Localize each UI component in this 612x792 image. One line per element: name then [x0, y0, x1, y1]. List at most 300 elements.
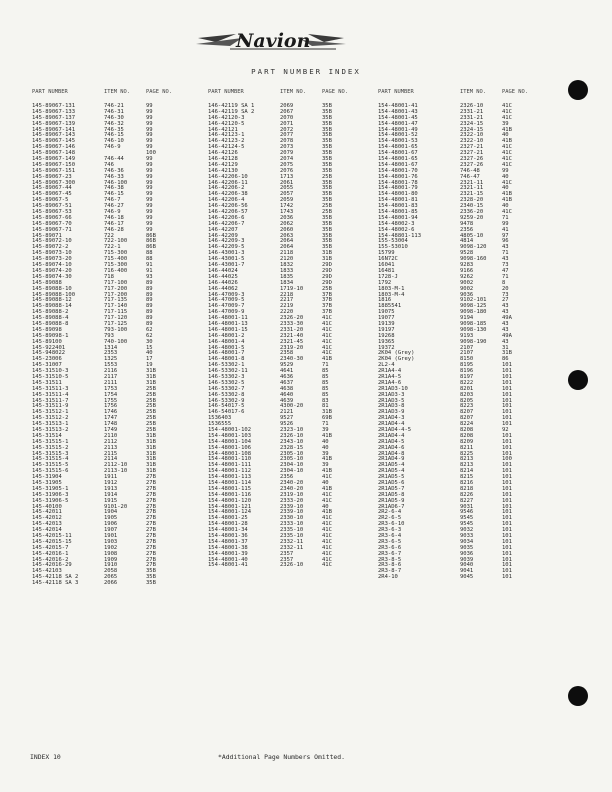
item-no-cell: 2331-21 — [460, 114, 484, 121]
part-number-cell: 154-48002-6 — [378, 226, 415, 233]
binder-hole-middle — [568, 370, 588, 390]
page-no-cell: 39 — [322, 450, 329, 457]
part-number-cell: 1792 — [378, 279, 392, 286]
part-number-cell: 154-48801-113 — [378, 232, 422, 239]
page-no-cell: 99 — [502, 220, 509, 227]
part-number-cell: 146-48001-5 — [208, 344, 245, 351]
header-part-number-2: PART NUMBER — [208, 89, 244, 95]
item-no-cell: 2075 — [280, 161, 294, 168]
item-no-cell: 9193 — [460, 332, 474, 339]
page-no-cell: 73 — [502, 262, 509, 269]
item-no-cell: 9546 — [460, 509, 474, 516]
item-no-cell: 2332-11 — [280, 538, 304, 545]
page-no-cell: 101 — [502, 474, 512, 481]
part-number-cell: 2R1AD4-4 — [378, 421, 405, 428]
part-number-cell: 145-42012 — [32, 515, 62, 522]
item-no-cell: 8201 — [460, 385, 474, 392]
item-no-cell: 8203 — [460, 391, 474, 398]
page-no-cell: 43 — [502, 309, 509, 316]
part-number-cell: 145-31906-5 — [32, 497, 69, 504]
part-number-cell: 154-48001-49 — [378, 126, 418, 133]
item-no-cell: 2335-10 — [280, 533, 304, 540]
part-number-cell: 146-43001-7 — [208, 262, 245, 269]
item-no-cell: 4639 — [280, 397, 294, 404]
item-no-cell: 9526 — [280, 421, 294, 428]
page-no-cell: 35B — [322, 197, 332, 204]
part-number-cell: 145-31905-1 — [32, 485, 69, 492]
part-number-cell: 146-42209-5 — [208, 244, 245, 251]
item-no-cell: 2326-10 — [280, 562, 304, 569]
item-no-cell: 2061 — [280, 179, 294, 186]
part-number-cell: 1885541 — [378, 303, 402, 310]
page-no-cell: 25B — [322, 203, 332, 210]
part-number-cell: 154-48001-34 — [208, 527, 248, 534]
item-no-cell: 746-38 — [104, 185, 124, 192]
item-no-cell: 9032 — [460, 527, 474, 534]
page-no-cell: 41C — [322, 515, 332, 522]
page-no-cell: 41C — [502, 161, 512, 168]
page-no-cell: 71 — [322, 362, 329, 369]
page-no-cell: 99 — [146, 191, 153, 198]
page-no-cell: 88 — [146, 256, 153, 263]
part-number-cell: 145-89067-45 — [32, 191, 72, 198]
item-no-cell: 2327-26 — [460, 156, 484, 163]
part-number-cell: 146-42119 SA 2 — [208, 108, 255, 115]
part-number-cell: 2R1AD3-9 — [378, 409, 405, 416]
item-no-cell: 746-33 — [104, 173, 124, 180]
part-number-cell: 145-89088-2 — [32, 309, 69, 316]
page-no-cell: 41C — [502, 108, 512, 115]
item-no-cell: 2357 — [280, 556, 294, 563]
page-no-cell: 62 — [146, 332, 153, 339]
page-no-cell: 101 — [502, 432, 512, 439]
part-number-cell: 145-89067-148 — [32, 150, 76, 157]
part-number-cell: 154-48001-41 — [378, 103, 418, 109]
part-number-cell: 145-89067-151 — [32, 167, 76, 174]
part-number-cell: 146-42206-4 — [208, 197, 245, 204]
item-no-cell: 2340-15 — [460, 203, 484, 210]
part-number-cell: 145-89088-100 — [32, 291, 76, 298]
item-no-cell: 2323-10 — [280, 426, 304, 433]
page-no-cell: 71 — [322, 421, 329, 428]
item-no-cell: 8205 — [460, 397, 474, 404]
part-number-cell: 145-31515-6 — [32, 468, 69, 475]
page-no-cell: 101 — [502, 450, 512, 457]
item-no-cell: 746-7 — [104, 197, 121, 204]
part-number-cell: 146-44025 — [208, 273, 238, 280]
part-number-cell: 154-48001-94 — [378, 214, 418, 221]
page-no-cell: 99 — [502, 167, 509, 174]
item-no-cell: 8208 — [460, 426, 474, 433]
part-number-cell: 19139 — [378, 320, 395, 327]
page-no-cell: 43 — [502, 320, 509, 327]
page-no-cell: 29D — [322, 279, 332, 286]
part-number-cell: 2R1AD4-5 — [378, 438, 405, 445]
item-no-cell: 4638 — [280, 385, 294, 392]
item-no-cell: 9527 — [280, 415, 294, 422]
header-page-no-2: PAGE NO. — [322, 89, 348, 95]
item-no-cell: 8207 — [460, 409, 474, 416]
part-number-cell: 145-31510-5 — [32, 373, 69, 380]
part-number-cell: 2R1AD4-6 — [378, 444, 405, 451]
part-number-cell: 145-89067-300 — [32, 179, 76, 186]
part-number-cell: 2K04 (Grey) — [378, 356, 415, 363]
page-no-cell: 49A — [502, 315, 512, 322]
page-no-cell: 31B — [146, 444, 156, 451]
page-no-cell: 27B — [146, 562, 156, 569]
item-no-cell: 746-15 — [104, 191, 124, 198]
item-no-cell: 9545 — [460, 515, 474, 522]
item-no-cell: 746-9 — [104, 209, 121, 216]
part-number-cell: 16481 — [378, 267, 395, 274]
item-no-cell: 722-1 — [104, 244, 121, 251]
item-no-cell: 1912 — [104, 480, 118, 486]
item-no-cell: 2328-20 — [460, 197, 484, 204]
part-number-cell: 145-89067-137 — [32, 114, 76, 121]
item-no-cell: 8222 — [460, 379, 474, 386]
part-number-cell: 2R1AD3-5 — [378, 397, 405, 404]
item-no-cell: 9528 — [460, 250, 474, 257]
part-number-cell: 145-89067-23 — [32, 173, 72, 180]
item-no-cell: 2066 — [104, 580, 118, 587]
item-no-cell: 1911 — [104, 474, 118, 481]
page-no-cell: 41B — [322, 468, 332, 475]
part-number-cell: 154-48001-36 — [208, 533, 248, 540]
part-number-cell: 154-48001-67 — [378, 161, 418, 168]
item-no-cell: 722-100 — [104, 238, 128, 245]
part-number-cell: 146-54017-5 — [208, 403, 245, 410]
part-number-cell: 154-48001-53 — [378, 138, 418, 145]
item-no-cell: 8208 — [460, 432, 474, 439]
part-number-cell: 1803-M-4 — [378, 291, 405, 298]
page-no-cell: 41C — [502, 103, 512, 109]
part-number-cell: 146-53302-11 — [208, 368, 248, 375]
item-no-cell: 8211 — [460, 444, 474, 451]
part-number-cell: 146-43001-3 — [208, 250, 245, 257]
item-no-cell: 746-15 — [104, 132, 124, 139]
item-no-cell: 715-400 — [104, 256, 128, 263]
item-no-cell: 2324-15 — [460, 120, 484, 127]
page-no-cell: 41C — [322, 326, 332, 333]
item-no-cell: 715-300 — [104, 250, 128, 257]
page-no-cell: 37B — [322, 309, 332, 316]
part-number-cell: 15799 — [378, 250, 395, 257]
item-no-cell: 2330-10 — [280, 515, 304, 522]
part-number-cell: 146-48001-2 — [208, 332, 245, 339]
item-no-cell: 9039 — [460, 556, 474, 563]
page-no-cell: 101 — [502, 468, 512, 475]
part-number-cell: 145-42103 — [32, 568, 62, 575]
page-no-cell: 101 — [502, 373, 512, 380]
item-no-cell: 716-400 — [104, 267, 128, 274]
item-no-cell: 2321-45 — [280, 338, 304, 345]
part-number-cell: 146-42119 SA 1 — [208, 103, 255, 109]
part-number-cell: 146-42206-6 — [208, 214, 245, 221]
item-no-cell: 2327-21 — [460, 150, 484, 157]
item-no-cell: 2326-10 — [280, 432, 304, 439]
page-no-cell: 25B — [146, 385, 156, 392]
item-no-cell: 2117 — [104, 373, 118, 380]
page-no-cell: 25B — [322, 209, 332, 216]
item-no-cell: 1913 — [104, 485, 118, 492]
page-no-cell: 99 — [146, 103, 153, 109]
page-no-cell: 25B — [146, 403, 156, 410]
part-number-cell: 19075 — [378, 309, 395, 316]
item-no-cell: 9098-125 — [460, 303, 487, 310]
item-no-cell: 9098-190 — [460, 338, 487, 345]
part-number-cell: 2R1AD3-3 — [378, 391, 405, 398]
page-no-cell: 31B — [146, 456, 156, 463]
part-number-cell: 154-48001-120 — [208, 497, 252, 504]
page-no-cell: 41C — [322, 320, 332, 327]
item-no-cell: 1915 — [104, 497, 118, 504]
page-no-cell: 71 — [502, 250, 509, 257]
part-number-cell: 146-42130 — [208, 167, 238, 174]
item-no-cell: 2110 — [104, 432, 118, 439]
item-no-cell: 2218 — [280, 291, 294, 298]
logo-text: Navion — [236, 30, 311, 52]
page-no-cell: 35B — [322, 185, 332, 192]
part-number-cell: 154-48001-103 — [208, 432, 252, 439]
part-number-cell: 145-42118 SA 2 — [32, 574, 79, 581]
part-number-cell: 154-48001-81 — [378, 197, 418, 204]
part-number-cell: 2L2-4 — [378, 362, 395, 369]
part-number-cell: 145-89088-14 — [32, 303, 72, 310]
item-no-cell: 8216 — [460, 480, 474, 486]
item-no-cell: 2335-10 — [280, 527, 304, 534]
item-no-cell: 2358 — [280, 350, 294, 357]
binder-hole-bottom — [568, 686, 588, 706]
item-no-cell: 9166 — [460, 267, 474, 274]
page-no-cell: 27B — [146, 538, 156, 545]
part-number-cell: 2R1AD4-4 — [378, 432, 405, 439]
part-number-cell: 154-48001-124 — [208, 509, 252, 516]
page-no-cell: 8 — [502, 279, 506, 286]
part-number-cell: 145-89067-131 — [32, 103, 76, 109]
page-no-cell: 99 — [146, 156, 153, 163]
item-no-cell: 2058 — [104, 568, 118, 575]
item-no-cell: 1325 — [104, 356, 118, 363]
item-no-cell: 2036 — [280, 214, 294, 221]
item-no-cell: 2331-20 — [280, 326, 304, 333]
header-part-number-3: PART NUMBER — [378, 89, 414, 95]
item-no-cell: 2304-10 — [280, 462, 304, 469]
item-no-cell: 746-32 — [104, 120, 124, 127]
page-no-cell: 71 — [502, 273, 509, 280]
part-number-cell: 145-31513-1 — [32, 421, 69, 428]
page-no-cell: 101 — [502, 521, 512, 528]
part-number-cell: 146-48001-13 — [208, 320, 248, 327]
page-no-cell: 41 — [502, 226, 509, 233]
page-no-cell: 41C — [502, 156, 512, 163]
item-no-cell: 1904 — [104, 509, 118, 516]
part-number-cell: 2R1A4-5 — [378, 373, 402, 380]
part-number-cell: 19077 — [378, 315, 395, 322]
part-number-cell: 2R1AD4-4-5 — [378, 426, 412, 433]
item-no-cell: 740-100 — [104, 338, 128, 345]
page-no-cell: 89 — [146, 291, 153, 298]
item-no-cell: 2321-15 — [460, 191, 484, 198]
part-number-cell: 145-89067-145 — [32, 138, 76, 145]
page-no-cell: 99 — [146, 185, 153, 192]
page-no-cell: 101 — [502, 544, 512, 551]
page-no-cell: 31B — [146, 373, 156, 380]
part-number-cell: 2R3-8-7 — [378, 568, 402, 575]
page-no-cell: 85 — [322, 379, 329, 386]
item-no-cell: 4637 — [280, 379, 294, 386]
item-no-cell: 1742 — [280, 203, 294, 210]
item-no-cell: 9478 — [460, 220, 474, 227]
part-number-cell: 145-31515-4 — [32, 456, 69, 463]
item-no-cell: 8218 — [460, 485, 474, 492]
item-no-cell: 9259-20 — [460, 214, 484, 221]
item-no-cell: 2305-10 — [280, 450, 304, 457]
page-no-cell: 41C — [322, 527, 332, 534]
item-no-cell: 8215 — [460, 474, 474, 481]
page-no-cell: 100 — [146, 150, 156, 157]
item-no-cell: 746-31 — [104, 108, 124, 115]
part-number-cell: 154-48001-102 — [208, 426, 252, 433]
part-number-cell: 154-48001-65 — [378, 156, 418, 163]
part-number-cell: 145-89067-51 — [32, 203, 72, 210]
part-number-cell: 146-48001-7 — [208, 350, 245, 357]
part-number-cell: 145-31515-1 — [32, 438, 69, 445]
part-number-cell: 145-31511-7 — [32, 397, 69, 404]
part-number-cell: 145-89088-10 — [32, 285, 72, 292]
part-number-cell: 154-48001-114 — [208, 480, 252, 486]
item-no-cell: 2340-20 — [280, 480, 304, 486]
page-no-cell: 99 — [146, 126, 153, 133]
page-no-cell: 35B — [322, 108, 332, 115]
part-number-cell: 154-48001-113 — [208, 474, 252, 481]
page-no-cell: 39 — [502, 120, 509, 127]
page-no-cell: 69B — [322, 415, 332, 422]
page-no-cell: 41C — [322, 538, 332, 545]
item-no-cell: 2062 — [280, 220, 294, 227]
page-no-cell: 40 — [502, 132, 509, 139]
item-no-cell: 1754 — [104, 391, 118, 398]
page-no-cell: 41C — [322, 474, 332, 481]
part-number-cell: 146-44062 — [208, 285, 238, 292]
item-no-cell: 8150 — [460, 356, 474, 363]
item-no-cell: 746-9 — [104, 144, 121, 151]
page-no-cell: 85 — [322, 368, 329, 375]
part-number-cell: 154-48001-43 — [378, 108, 418, 115]
part-number-cell: 154-48001-47 — [378, 120, 418, 127]
item-no-cell: 1903 — [104, 538, 118, 545]
header-item-no-1: ITEM NO. — [104, 89, 130, 95]
item-no-cell: 8197 — [460, 373, 474, 380]
item-no-cell: 1746 — [104, 409, 118, 416]
footer-page-label: INDEX 10 — [30, 753, 61, 761]
page-no-cell: 40 — [322, 503, 329, 510]
item-no-cell: 2077 — [280, 132, 294, 139]
page-no-cell: 100 — [502, 456, 512, 463]
item-no-cell: 717-100 — [104, 279, 128, 286]
part-number-cell: 145-89067-143 — [32, 132, 76, 139]
part-number-cell: 2R3-6-4 — [378, 533, 402, 540]
part-number-cell: 146-42123-1 — [208, 132, 245, 139]
part-number-cell: 154-48001-106 — [208, 444, 252, 451]
item-no-cell: 2322-10 — [460, 132, 484, 139]
page-no-cell: 41C — [322, 544, 332, 551]
page-no-cell: 40 — [502, 203, 509, 210]
part-number-cell: 2R1AD5-4 — [378, 468, 405, 475]
page-no-cell: 35B — [322, 150, 332, 157]
header-item-no-2: ITEM NO. — [280, 89, 306, 95]
part-number-cell: 145-89088-8 — [32, 320, 69, 327]
page-no-cell: 101 — [502, 403, 512, 410]
part-number-cell: 145-89067-141 — [32, 126, 76, 133]
page-no-cell: 31B — [146, 432, 156, 439]
item-no-cell: 2060 — [280, 226, 294, 233]
page-no-cell: 35B — [146, 580, 156, 587]
item-no-cell: 8227 — [460, 497, 474, 504]
footer-note: *Additional Page Numbers Omitted. — [218, 753, 345, 761]
page-no-cell: 19 — [146, 362, 153, 369]
part-number-cell: 154-48001-41 — [208, 562, 248, 569]
item-no-cell: 717-140 — [104, 303, 128, 310]
page-no-cell: 101 — [502, 438, 512, 445]
item-no-cell: 9098-180 — [460, 309, 487, 316]
part-number-cell: 145-31904 — [32, 474, 62, 481]
page-no-cell: 29D — [322, 267, 332, 274]
part-number-cell: 145-42015-15 — [32, 538, 72, 545]
page-no-cell: 27B — [146, 509, 156, 516]
part-number-cell: 145-89074-10 — [32, 262, 72, 269]
page-no-cell: 31B — [322, 409, 332, 416]
part-number-cell: 146-53302-7 — [208, 385, 245, 392]
part-number-cell: 145-31906-3 — [32, 491, 69, 498]
page-no-cell: 86B — [146, 244, 156, 251]
part-number-cell: 145-89071 — [32, 232, 62, 239]
page-no-cell: 40 — [322, 480, 329, 486]
page-no-cell: 41B — [502, 126, 512, 133]
item-no-cell: 1910 — [104, 562, 118, 569]
page-no-cell: 41B — [322, 456, 332, 463]
page-no-cell: 41B — [322, 485, 332, 492]
item-no-cell: 2333-30 — [280, 320, 304, 327]
page-no-cell: 41C — [322, 344, 332, 351]
part-number-cell: 145-922401 — [32, 344, 66, 351]
item-no-cell: 1553 — [104, 362, 118, 369]
part-number-cell: 146-42206-57 — [208, 209, 248, 216]
item-no-cell: 1755 — [104, 397, 118, 404]
part-number-cell: 2R1AD4-9 — [378, 456, 405, 463]
part-number-cell: 2R1AD5-5 — [378, 474, 405, 481]
item-no-cell: 2356 — [460, 226, 474, 233]
item-no-cell: 746 — [104, 161, 114, 168]
page-no-cell: 27 — [502, 297, 509, 304]
page-no-cell: 31B — [146, 468, 156, 475]
page-no-cell: 43 — [502, 338, 509, 345]
item-no-cell: 9098-130 — [460, 326, 487, 333]
item-no-cell: 9283 — [460, 262, 474, 269]
item-no-cell: 2219 — [280, 303, 294, 310]
page-no-cell: 101 — [502, 509, 512, 516]
item-no-cell: 8196 — [460, 368, 474, 375]
part-number-cell: 146-53302-5 — [208, 379, 245, 386]
part-number-cell: 2R1AD4-3 — [378, 415, 405, 422]
part-number-cell: 2R3-6-10 — [378, 521, 405, 528]
part-number-cell: 145-89098 — [32, 326, 62, 333]
part-number-cell: 154-48001-83 — [378, 203, 418, 210]
page-no-cell: 41B — [322, 509, 332, 516]
item-no-cell: 2057 — [280, 191, 294, 198]
part-number-cell: 145-89074-20 — [32, 267, 72, 274]
item-no-cell: 2357 — [280, 550, 294, 557]
page-no-cell: 93 — [146, 273, 153, 280]
